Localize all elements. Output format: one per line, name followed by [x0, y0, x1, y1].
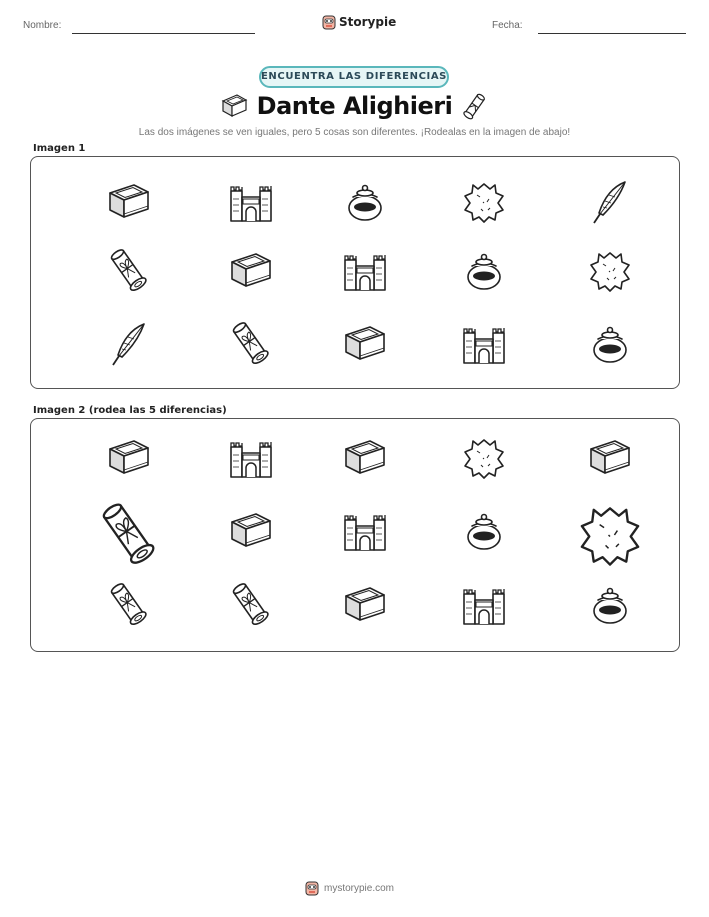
hide-icon[interactable]	[573, 498, 647, 572]
pot-icon[interactable]	[459, 506, 509, 556]
pot-icon	[585, 319, 635, 369]
hide-icon	[459, 177, 509, 227]
quill-icon	[585, 177, 635, 227]
page-title: Dante Alighieri	[256, 92, 453, 120]
castle-icon[interactable]	[226, 433, 276, 483]
book-icon	[340, 319, 390, 369]
castle-icon	[340, 246, 390, 296]
book-icon[interactable]	[104, 433, 154, 483]
name-label: Nombre:	[23, 20, 62, 31]
pot-icon	[459, 246, 509, 296]
mascot-icon	[322, 14, 336, 30]
castle-icon	[459, 319, 509, 369]
activity-badge: ENCUENTRA LAS DIFERENCIAS	[259, 66, 449, 88]
pot-icon	[340, 177, 390, 227]
brand-name: Storypie	[339, 15, 397, 29]
quill-icon	[104, 319, 154, 369]
book-icon[interactable]	[340, 433, 390, 483]
book-icon[interactable]	[340, 580, 390, 630]
scroll-icon[interactable]	[104, 580, 154, 630]
name-line[interactable]	[72, 33, 255, 34]
castle-icon[interactable]	[459, 580, 509, 630]
castle-icon[interactable]	[340, 506, 390, 556]
castle-icon	[226, 177, 276, 227]
date-label: Fecha:	[492, 20, 523, 31]
brand-logo	[322, 14, 396, 30]
image2-label: Imagen 2 (rodea las 5 diferencias)	[33, 405, 227, 416]
scroll-icon[interactable]	[93, 499, 165, 571]
image2-panel[interactable]	[30, 418, 680, 652]
footer-url[interactable]: mystorypie.com	[324, 882, 395, 894]
scroll-icon	[226, 319, 276, 369]
image1-label: Imagen 1	[33, 143, 86, 154]
pot-icon[interactable]	[585, 580, 635, 630]
scroll-icon[interactable]	[226, 580, 276, 630]
date-line[interactable]	[538, 33, 686, 34]
scroll-icon	[104, 246, 154, 296]
book-icon[interactable]	[585, 433, 635, 483]
footer	[305, 880, 394, 896]
image1-panel	[30, 156, 680, 389]
hide-icon[interactable]	[459, 433, 509, 483]
mascot-icon	[305, 880, 319, 896]
hide-icon	[585, 246, 635, 296]
book-icon	[104, 177, 154, 227]
book-icon	[226, 246, 276, 296]
instructions: Las dos imágenes se ven iguales, pero 5 cosas son diferentes. ¡Rodealas en la imagen de abajo!	[138, 127, 571, 138]
scroll-icon	[460, 92, 488, 122]
book-icon[interactable]	[226, 506, 276, 556]
